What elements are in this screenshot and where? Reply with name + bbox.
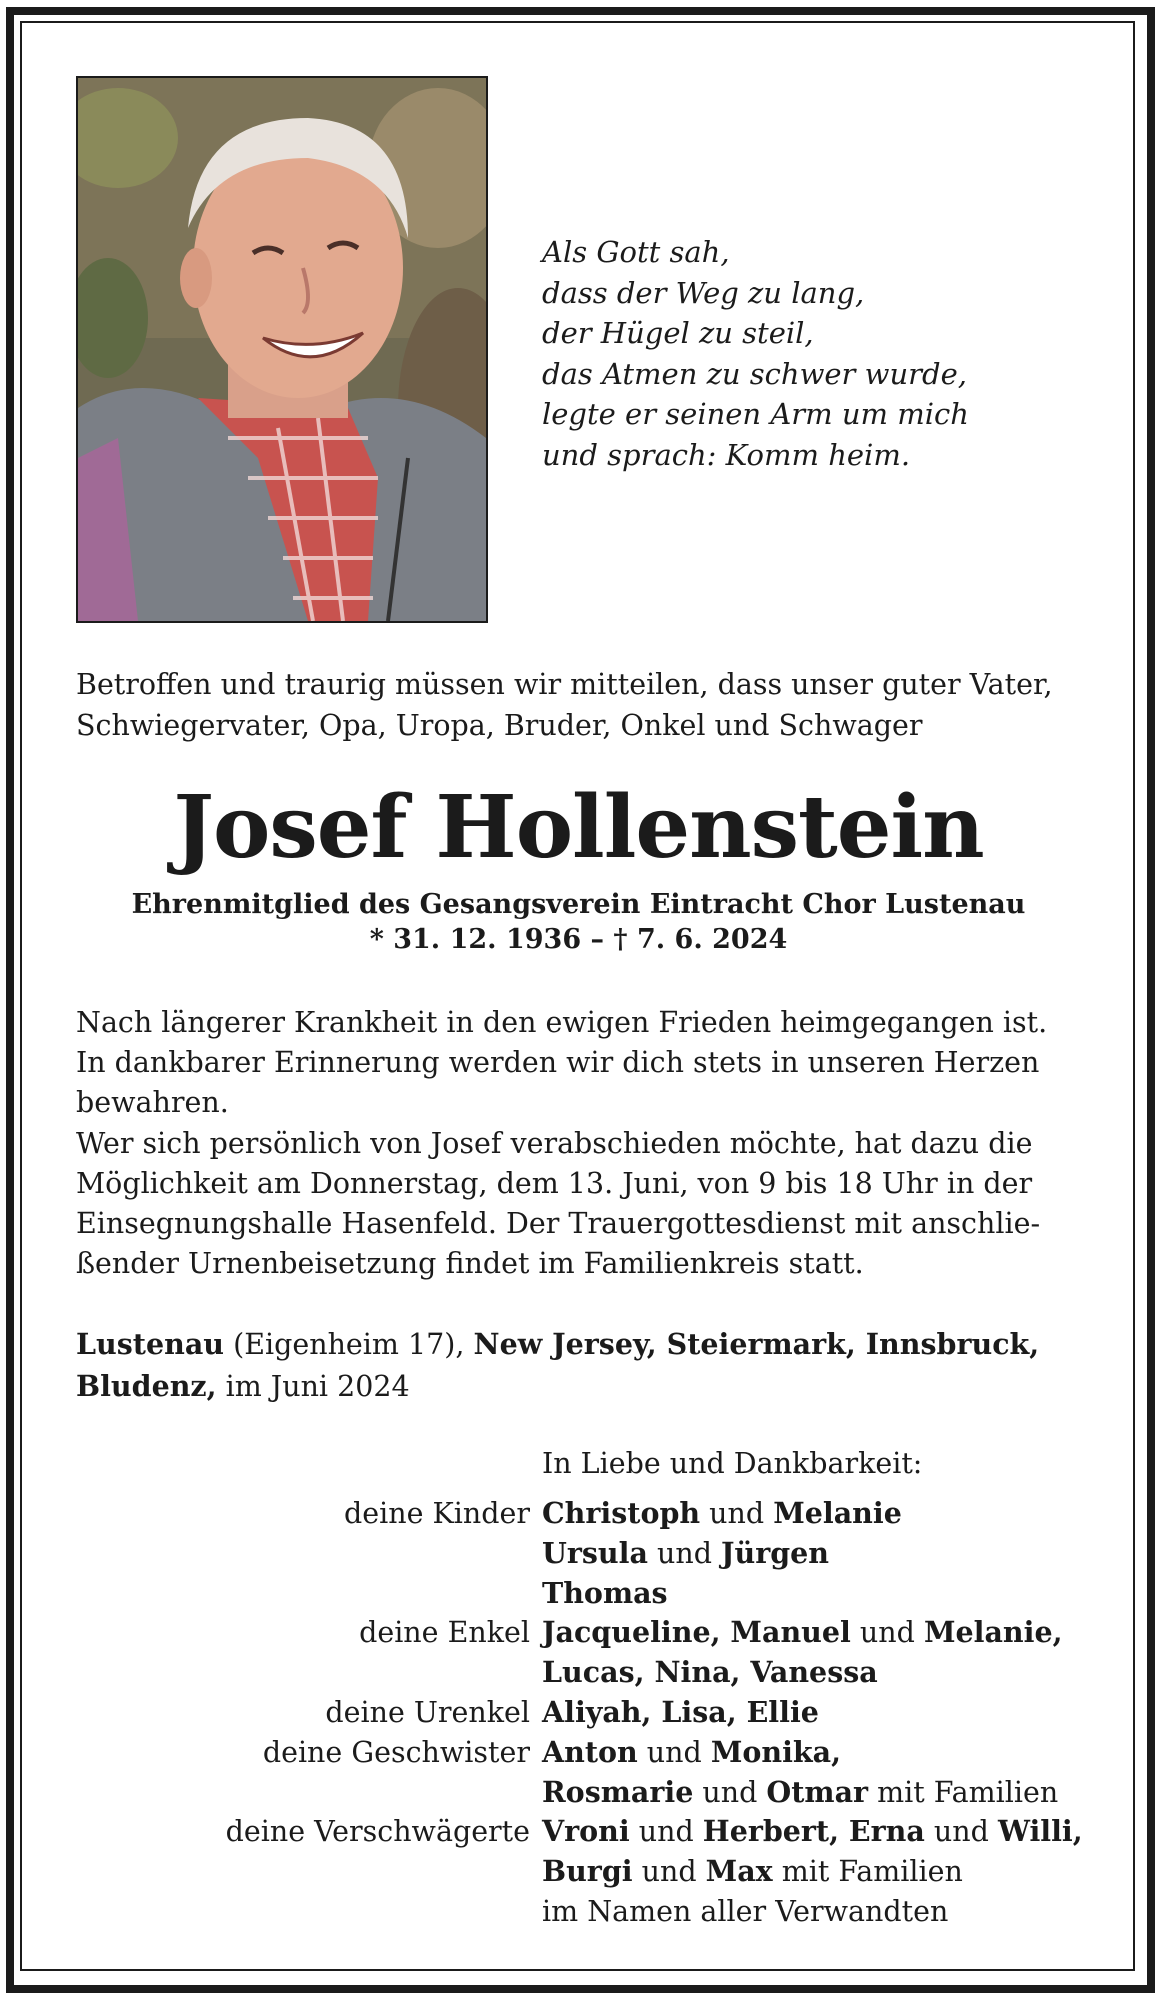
body-line: In dankbarer Erinnerung werden wir dich stets in unseren Herzen — [76, 1046, 1040, 1080]
place-text: (Eigenheim 17), — [224, 1328, 474, 1361]
poem-line: legte er seinen Arm um mich — [542, 397, 969, 431]
thanks-line: In Liebe und Dankbarkeit: — [542, 1447, 923, 1480]
body-line: Wer sich persönlich von Josef verabschieden möchte, hat dazu die — [76, 1126, 1033, 1160]
place-name: Lustenau — [76, 1327, 225, 1361]
family-row — [0, 1812, 1157, 1852]
place-text: im Juni 2024 — [216, 1369, 410, 1403]
place-line-1 — [76, 1324, 1086, 1366]
poem-line: der Hügel zu steil, — [542, 316, 814, 350]
announcement-text — [76, 1003, 1086, 1284]
family-row — [0, 1613, 1157, 1653]
family-label: deine Urenkel — [325, 1695, 530, 1729]
family-row — [0, 1773, 1157, 1813]
family-list — [0, 1494, 1157, 1932]
family-label: deine Enkel — [359, 1616, 530, 1650]
place-and-date — [76, 1324, 1086, 1407]
family-names: Lucas, Nina, Vanessa — [542, 1655, 878, 1690]
family-label: deine Verschwägerte — [225, 1815, 530, 1849]
body-line: ßender Urnenbeisetzung findet im Familienkreis statt. — [76, 1247, 864, 1281]
portrait-photo — [76, 76, 488, 623]
body-line: bewahren. — [76, 1086, 229, 1120]
place-line-2 — [76, 1366, 1086, 1408]
family-names: Aliyah, Lisa, Ellie — [542, 1694, 819, 1729]
family-names: Rosmarie und Otmar mit Familien — [542, 1774, 1059, 1809]
family-names: Burgi und Max mit Familien — [542, 1854, 963, 1889]
family-names: Thomas — [542, 1575, 668, 1610]
family-names: Christoph und Melanie — [542, 1496, 902, 1530]
family-row — [0, 1574, 1157, 1614]
body-line: Möglichkeit am Donnerstag, dem 13. Juni, von 9 bis 18 Uhr in der — [76, 1166, 1033, 1200]
family-label: deine Kinder — [343, 1497, 530, 1530]
poem-line: dass der Weg zu lang, — [542, 275, 865, 310]
family-names: Jacqueline, Manuel und Melanie, — [542, 1615, 1063, 1650]
family-row — [0, 1494, 1157, 1534]
intro-line: Betroffen und traurig müssen wir mitteilen, dass unser guter Vater, — [76, 668, 1053, 701]
family-row — [0, 1693, 1157, 1733]
body-line: Einsegnungshalle Hasenfeld. Der Trauergottesdienst mit anschlie- — [76, 1207, 1041, 1241]
family-row — [0, 1852, 1157, 1892]
family-row — [0, 1534, 1157, 1574]
honorary-title: Ehrenmitglied des Gesangsverein Eintracht Chor Lustenau — [131, 889, 1026, 920]
family-names: Anton und Monika, — [542, 1734, 842, 1769]
poem-line: Als Gott sah, — [542, 235, 730, 269]
place-name: New Jersey, Steiermark, Innsbruck, — [473, 1327, 1040, 1361]
family-label: deine Geschwister — [262, 1735, 530, 1769]
deceased-name: Josef Hollenstein — [173, 777, 984, 878]
intro-line: Schwiegervater, Opa, Uropa, Bruder, Onkel und Schwager — [76, 709, 923, 742]
poem-line: und sprach: Komm heim. — [542, 437, 911, 472]
intro-text — [76, 664, 1086, 746]
life-dates: * 31. 12. 1936 – † 7. 6. 2024 — [369, 924, 788, 955]
family-row — [0, 1892, 1157, 1932]
family-row — [0, 1733, 1157, 1773]
family-names: Vroni und Herbert, Erna und Willi, — [542, 1814, 1083, 1849]
poem — [542, 232, 1102, 475]
family-row — [0, 1653, 1157, 1693]
body-line: Nach längerer Krankheit in den ewigen Frieden heimgegangen ist. — [76, 1006, 1048, 1039]
family-names: Ursula und Jürgen — [542, 1535, 830, 1570]
poem-line: das Atmen zu schwer wurde, — [542, 356, 967, 391]
place-name: Bludenz, — [76, 1368, 217, 1403]
family-names: im Namen aller Verwandten — [542, 1894, 949, 1928]
